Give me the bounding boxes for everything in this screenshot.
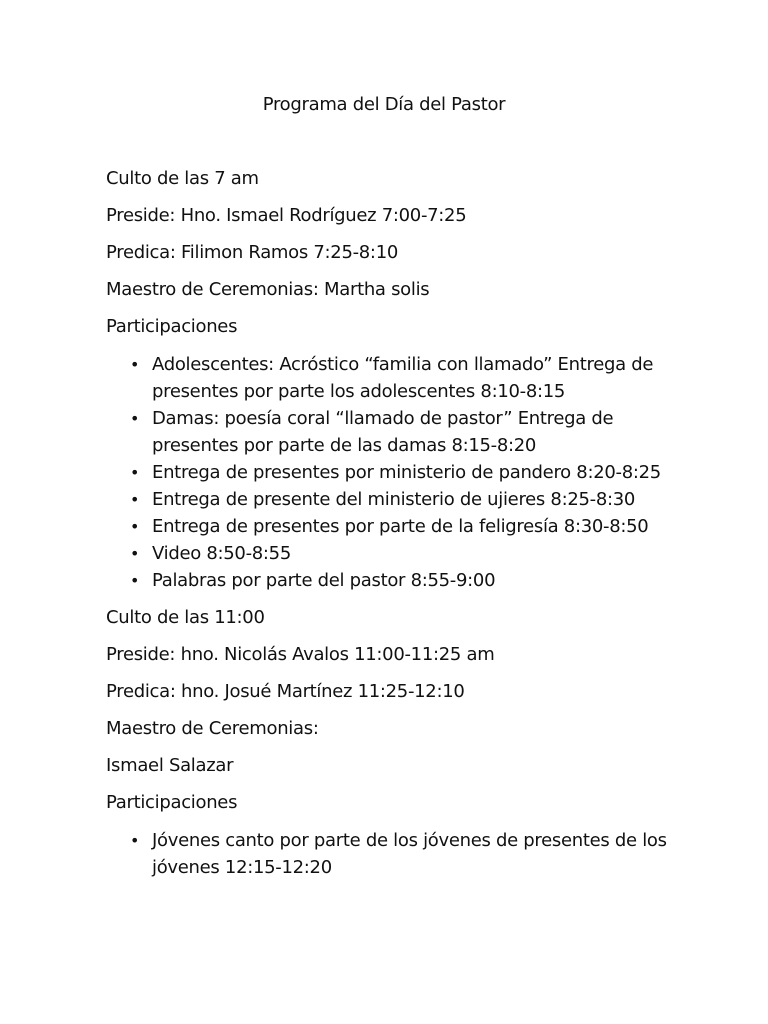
list-item: [106, 567, 672, 594]
bullet-icon: •: [130, 831, 140, 850]
bullet-icon: •: [130, 355, 140, 374]
culto1-predica: Predica: Filimon Ramos 7:25-8:10: [106, 242, 399, 263]
culto2-heading: Culto de las 11:00: [106, 607, 265, 628]
bullet-icon: •: [130, 490, 140, 509]
list-item-text: Adolescentes: Acróstico “familia con llamado” Entrega de presentes por parte los adolescentes 8:10-8:15: [152, 354, 654, 402]
culto1-heading: Culto de las 7 am: [106, 168, 259, 189]
list-item-text: Video 8:50-8:55: [152, 543, 291, 564]
culto2-participaciones-list: [106, 827, 686, 881]
culto1-participaciones-list: [106, 351, 686, 594]
bullet-icon: •: [130, 544, 140, 563]
list-item-text: Damas: poesía coral “llamado de pastor” Entrega de presentes por parte de las damas 8:15-8:20: [152, 408, 614, 456]
list-item-text: Entrega de presentes por ministerio de pandero 8:20-8:25: [152, 462, 661, 483]
bullet-icon: •: [130, 409, 140, 428]
culto2-preside: Preside: hno. Nicolás Avalos 11:00-11:25 am: [106, 644, 495, 665]
bullet-icon: •: [130, 463, 140, 482]
list-item: [106, 486, 672, 513]
culto2-predica: Predica: hno. Josué Martínez 11:25-12:10: [106, 681, 465, 702]
culto2-maestro-name: Ismael Salazar: [106, 755, 234, 776]
list-item-text: Palabras por parte del pastor 8:55-9:00: [152, 570, 496, 591]
bullet-icon: •: [130, 571, 140, 590]
list-item: [106, 513, 672, 540]
document-title: Programa del Día del Pastor: [262, 94, 506, 115]
list-item: [106, 351, 672, 405]
culto1-maestro: Maestro de Ceremonias: Martha solis: [106, 279, 430, 300]
culto2-participaciones-label: Participaciones: [106, 792, 238, 813]
culto1-preside: Preside: Hno. Ismael Rodríguez 7:00-7:25: [106, 205, 467, 226]
list-item-text: Entrega de presente del ministerio de ujieres 8:25-8:30: [152, 489, 636, 510]
list-item-text: Jóvenes canto por parte de los jóvenes de presentes de los jóvenes 12:15-12:20: [152, 830, 667, 878]
document-body: [106, 166, 686, 892]
list-item-text: Entrega de presentes por parte de la feligresía 8:30-8:50: [152, 516, 649, 537]
list-item: [106, 459, 672, 486]
list-item: [106, 540, 672, 567]
culto1-participaciones-label: Participaciones: [106, 316, 238, 337]
list-item: [106, 827, 672, 881]
bullet-icon: •: [130, 517, 140, 536]
list-item: [106, 405, 672, 459]
culto2-maestro: Maestro de Ceremonias:: [106, 718, 319, 739]
